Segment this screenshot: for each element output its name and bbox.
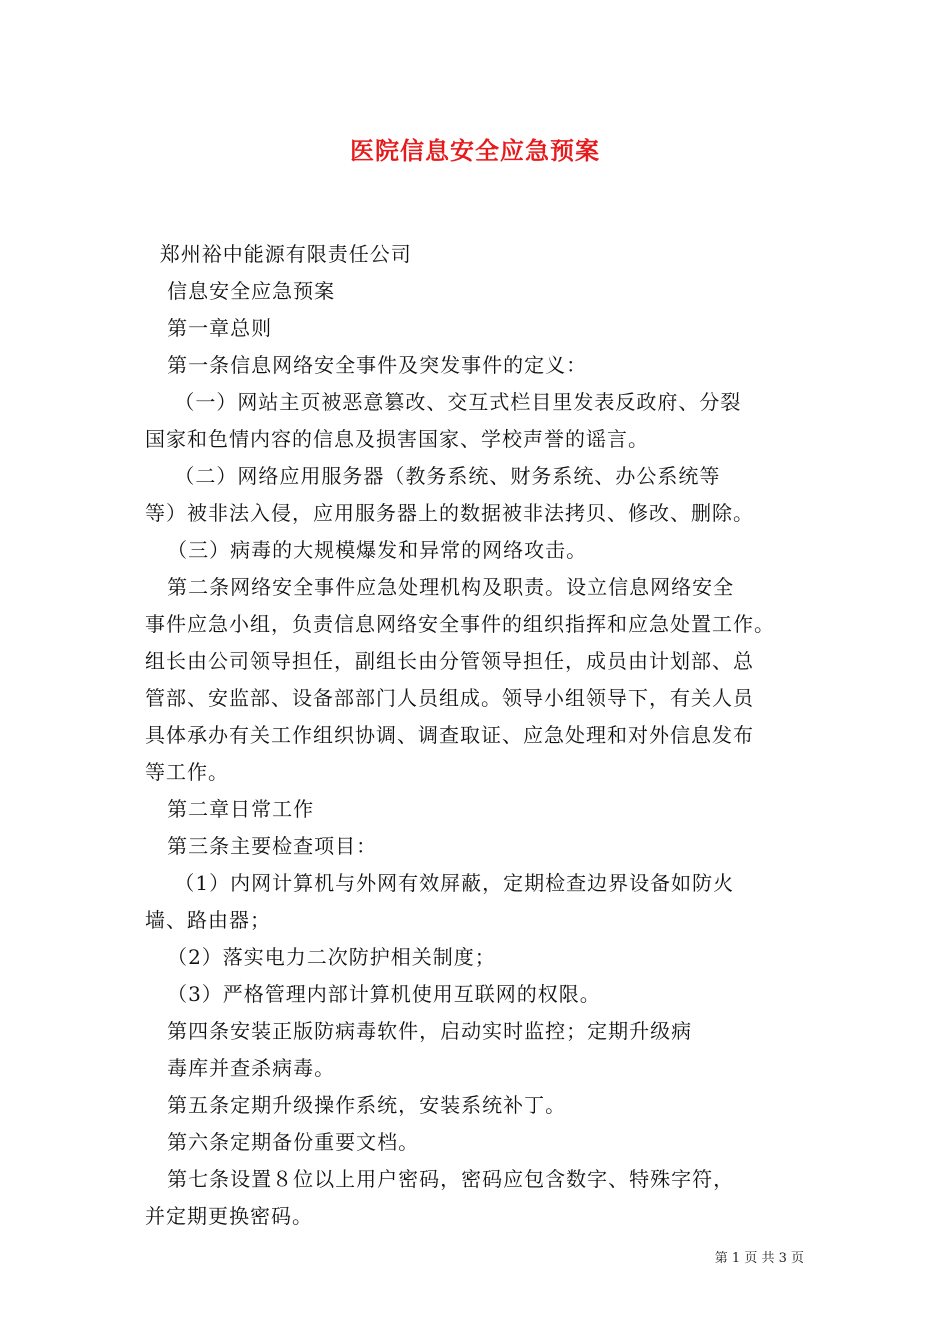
body-line: 第五条定期升级操作系统，安装系统补丁。 — [145, 1093, 567, 1117]
body-line: 国家和色情内容的信息及损害国家、学校声誉的谣言。 — [145, 427, 649, 451]
body-line: 第七条设置８位以上用户密码，密码应包含数字、特殊字符， — [145, 1167, 735, 1191]
body-line: 郑州裕中能源有限责任公司 — [145, 242, 412, 266]
body-line: 墙、路由器； — [145, 908, 271, 932]
body-line: 具体承办有关工作组织协调、调查取证、应急处理和对外信息发布 — [145, 723, 754, 747]
body-line: 等工作。 — [145, 760, 229, 784]
body-line: 第一章总则 — [145, 316, 273, 340]
body-line: （三）病毒的大规模爆发和异常的网络攻击。 — [145, 538, 588, 562]
body-line: 第三条主要检查项目： — [145, 834, 378, 858]
body-line: （3）严格管理内部计算机使用互联网的权限。 — [145, 982, 601, 1006]
body-line: 第二条网络安全事件应急处理机构及职责。设立信息网络安全 — [145, 575, 735, 599]
body-line: 第二章日常工作 — [145, 797, 315, 821]
body-line: 第一条信息网络安全事件及突发事件的定义： — [145, 353, 588, 377]
body-line: 组长由公司领导担任，副组长由分管领导担任，成员由计划部、总 — [145, 649, 754, 673]
body-line: （一）网站主页被恶意篡改、交互式栏目里发表反政府、分裂 — [145, 390, 742, 414]
document-body — [145, 236, 815, 1235]
body-line: （2）落实电力二次防护相关制度； — [145, 945, 496, 969]
body-line: 管部、安监部、设备部部门人员组成。领导小组领导下，有关人员 — [145, 686, 754, 710]
document-title: 医院信息安全应急预案 — [350, 137, 600, 165]
body-line: 第六条定期备份重要文档。 — [145, 1130, 420, 1154]
body-line: 信息安全应急预案 — [145, 279, 336, 303]
body-line: 等）被非法入侵，应用服务器上的数据被非法拷贝、修改、删除。 — [145, 501, 754, 525]
body-line: 第四条安装正版防病毒软件，启动实时监控；定期升级病 — [145, 1019, 693, 1043]
body-line: （1）内网计算机与外网有效屏蔽，定期检查边界设备如防火 — [145, 871, 735, 895]
body-line: （二）网络应用服务器（教务系统、财务系统、办公系统等 — [145, 464, 721, 488]
body-line: 事件应急小组，负责信息网络安全事件的组织指挥和应急处置工作。 — [145, 612, 775, 636]
body-line: 并定期更换密码。 — [145, 1204, 313, 1228]
body-line: 毒库并查杀病毒。 — [145, 1056, 336, 1080]
page-number: 第 1 页 共 3 页 — [714, 1251, 804, 1266]
